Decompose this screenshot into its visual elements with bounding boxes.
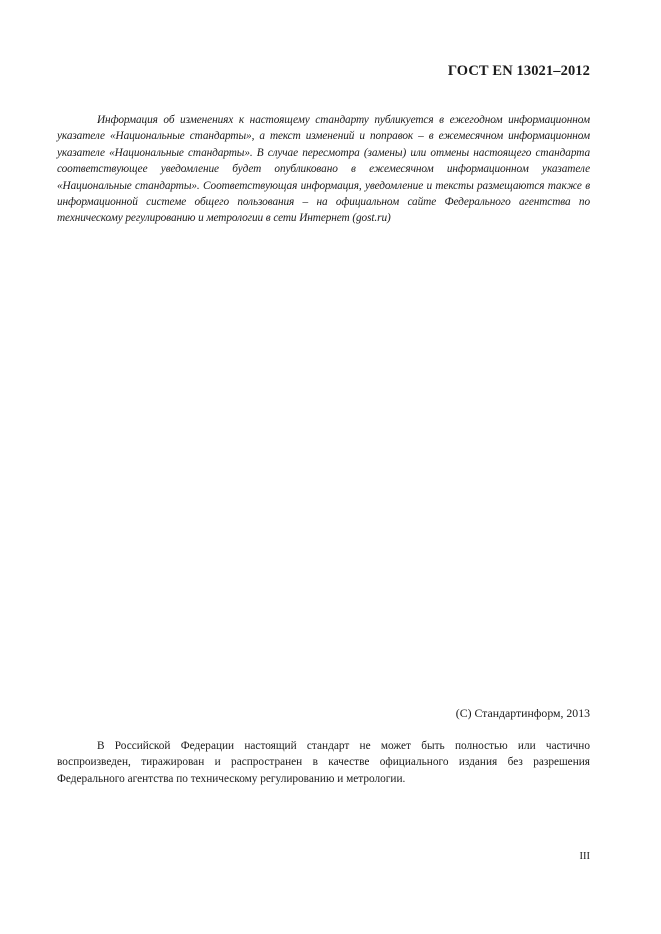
page-number: III bbox=[579, 851, 590, 862]
copyright-line: (C) Стандартинформ, 2013 bbox=[455, 706, 590, 720]
reproduction-rights-paragraph: В Российской Федерации настоящий стандарт не может быть полностью или частично воспроизведен, тиражирован и распространен в качестве официального издания без разрешения Федерального агентства по техническому регулированию и метрологии. bbox=[57, 740, 590, 785]
document-code-header: ГОСТ EN 13021–2012 bbox=[447, 63, 590, 79]
change-notice-paragraph: Информация об изменениях к настоящему стандарту публикуется в ежегодном информационном указателе «Национальные стандарты», а текст изменений и поправок – в ежемесячном информационном указателе «Национальные стандарты». В случае пересмотра (замены) или отмены настоящего стандарта соответствующее уведомление будет опубликовано в ежемесячном информационном указателе «Национальные стандарты». Соответствующая информация, уведомление и тексты размещаются также в информационной системе общего пользования – на официальном сайте Федерального агентства по техническому регулированию и метрологии в сети Интернет (gost.ru) bbox=[57, 114, 590, 225]
